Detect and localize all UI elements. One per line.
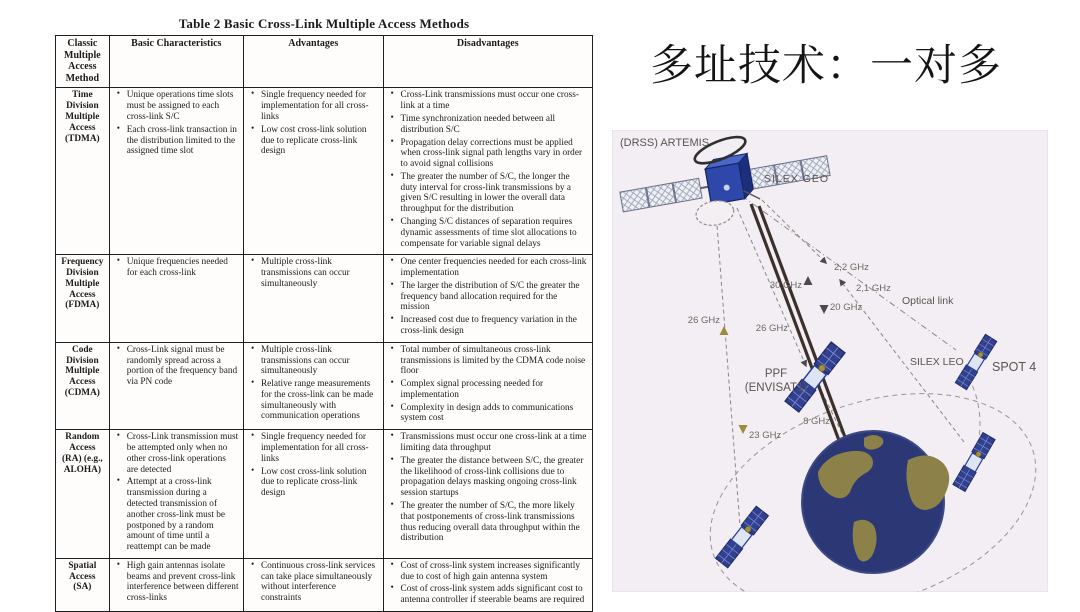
characteristics-cell — [109, 430, 243, 559]
bullet-item: • Relative range measurements for the cross-link can be made simultaneously with communication operations — [261, 379, 379, 422]
advantages-cell — [243, 255, 383, 342]
characteristics-cell — [109, 558, 243, 611]
header-disadvantages: Disadvantages — [383, 36, 592, 88]
bullet-list — [388, 561, 588, 606]
bullet-list — [388, 257, 588, 336]
label-spot4: SPOT 4 — [992, 360, 1037, 374]
bullet-item: • Attempt at a cross-link transmission during a detected transmission of another cross-link must be postponed by a random amount of time until a reattempt can be made — [127, 477, 239, 552]
bullet-list — [114, 345, 239, 388]
bullet-list — [114, 432, 239, 553]
bullet-item: • Single frequency needed for implementation for all cross-links — [261, 90, 379, 122]
bullet-list — [388, 432, 588, 544]
bullet-item: • Low cost cross-link solution due to replicate cross-link design — [261, 125, 379, 157]
bullet-list — [248, 345, 379, 422]
table-row-fdma — [56, 255, 593, 342]
bullet-item: • Propagation delay corrections must be applied when cross-link signal path lengths vary in order to avoid signal collisions — [401, 138, 588, 170]
bullet-item: • Unique operations time slots must be assigned to each cross-link S/C — [127, 90, 239, 122]
bullet-item: • The larger the distribution of S/C the greater the frequency band allocation required for the mission — [401, 281, 588, 313]
table-caption: Table 2 Basic Cross-Link Multiple Access Methods — [178, 16, 470, 31]
advantages-cell — [243, 430, 383, 559]
bullet-item: • Cost of cross-link system adds significant cost to antenna controller if steerable beams are required — [401, 584, 588, 606]
bullet-list — [388, 90, 588, 249]
bullet-item: • Multiple cross-link transmissions can occur simultaneously — [261, 257, 379, 289]
bullet-item: • Each cross-link transaction in the distribution limited to the assigned time slot — [127, 125, 239, 157]
label-8-ghz: 8 GHz — [803, 416, 830, 427]
advantages-cell — [243, 558, 383, 611]
label-20-ghz: 20 GHz — [830, 302, 863, 313]
disadvantages-cell — [383, 558, 592, 611]
label-26-ghz-left: 26 GHz — [687, 315, 720, 326]
bullet-item: • The greater the distance between S/C, the greater the likelihood of cross-link collisions due to propagation delays masking ongoing cross-link session startups — [401, 456, 588, 499]
label-silex-leo: SILEX LEO — [910, 356, 964, 368]
advantages-cell — [243, 342, 383, 429]
label-envisat1: (ENVISAT1) — [744, 382, 808, 394]
label-2-1-ghz: 2,1 GHz — [856, 283, 891, 294]
method-cell: Time Division Multiple Access (TDMA) — [56, 88, 110, 255]
method-cell: Random Access (RA) (e.g., ALOHA) — [56, 430, 110, 559]
method-cell: Spatial Access (SA) — [56, 558, 110, 611]
disadvantages-cell — [383, 342, 592, 429]
bullet-item: • Cost of cross-link system increases significantly due to cost of high gain antenna system — [401, 561, 588, 583]
bullet-item: • Continuous cross-link services can take place simultaneously without interference constraints — [261, 561, 379, 604]
satellite-network-diagram — [612, 130, 1048, 592]
bullet-list — [248, 432, 379, 499]
table-row-tdma — [56, 88, 593, 255]
bullet-item: • Low cost cross-link solution due to replicate cross-link design — [261, 467, 379, 499]
bullet-item: • Unique frequencies needed for each cross-link — [127, 257, 239, 279]
bullet-item: • Multiple cross-link transmissions can occur simultaneously — [261, 345, 379, 377]
bullet-item: • Cross-Link transmission must be attempted only when no other cross-link operations are detected — [127, 432, 239, 475]
bullet-item: • Changing S/C distances of separation requires dynamic assessments of time slot allocations to compensate for variable signal delays — [401, 217, 588, 249]
method-cell: Code Division Multiple Access (CDMA) — [56, 342, 110, 429]
table-row-sa — [56, 558, 593, 611]
bullet-item: • Total number of simultaneous cross-link transmissions is limited by the CDMA code noise floor — [401, 345, 588, 377]
disadvantages-cell — [383, 255, 592, 342]
crosslink-table — [55, 35, 593, 612]
advantages-cell — [243, 88, 383, 255]
bullet-list — [388, 345, 588, 424]
bullet-list — [114, 561, 239, 604]
bullet-item: • Transmissions must occur one cross-link at a time limiting data throughput — [401, 432, 588, 454]
characteristics-cell — [109, 342, 243, 429]
bullet-item: • Single frequency needed for implementation for all cross-links — [261, 432, 379, 464]
method-cell: Frequency Division Multiple Access (FDMA) — [56, 255, 110, 342]
label-23-ghz: 23 GHz — [749, 430, 782, 441]
bullet-item: • One center frequencies needed for each cross-link implementation — [401, 257, 588, 279]
disadvantages-cell — [383, 430, 592, 559]
label-ppf: PPF — [764, 368, 788, 380]
bullet-list — [248, 257, 379, 289]
table-header-row — [56, 36, 593, 88]
header-advantages: Advantages — [243, 36, 383, 88]
bullet-item: • Cross-Link transmissions must occur one cross-link at a time — [401, 90, 588, 112]
label-26-ghz-mid: 26 GHz — [755, 323, 788, 334]
label-artemis: (DRSS) ARTEMIS — [620, 137, 710, 149]
bullet-list — [114, 257, 239, 279]
bullet-item: • Cross-Link signal must be randomly spread across a portion of the frequency band via PN code — [127, 345, 239, 388]
header-characteristics: Basic Characteristics — [109, 36, 243, 88]
characteristics-cell — [109, 88, 243, 255]
bullet-item: • The greater the number of S/C, the more likely that postponements of cross-link transmissions thus reducing overall data throughput within the distribution — [401, 501, 588, 544]
bullet-item: • Complexity in design adds to communications system cost — [401, 403, 588, 425]
crosslink-table-figure — [55, 16, 593, 612]
bullet-item: • Time synchronization needed between all distribution S/C — [401, 114, 588, 136]
header-method: Classic Multiple Access Method — [56, 36, 110, 88]
table-row-ra — [56, 430, 593, 559]
bullet-item: • Complex signal processing needed for implementation — [401, 379, 588, 401]
label-silex-geo: SILEX GEO — [764, 173, 830, 185]
characteristics-cell — [109, 255, 243, 342]
bullet-list — [248, 90, 379, 157]
bullet-item: • Increased cost due to frequency variation in the cross-link design — [401, 315, 588, 337]
bullet-item: • The greater the number of S/C, the longer the duty interval for cross-link transmissions by a given S/C resulting in lower the overall data throughput for the distribution — [401, 172, 588, 215]
table-row-cdma — [56, 342, 593, 429]
bullet-list — [114, 90, 239, 157]
bullet-list — [248, 561, 379, 604]
label-2-2-ghz: 2,2 GHz — [834, 262, 869, 273]
bullet-item: • High gain antennas isolate beams and prevent cross-link interference between different cross-links — [127, 561, 239, 604]
disadvantages-cell — [383, 88, 592, 255]
label-optical-link: Optical link — [902, 295, 954, 307]
slide-title: 多址技术：一对多 — [650, 42, 1002, 90]
label-30-ghz: 30 GHz — [769, 280, 802, 291]
